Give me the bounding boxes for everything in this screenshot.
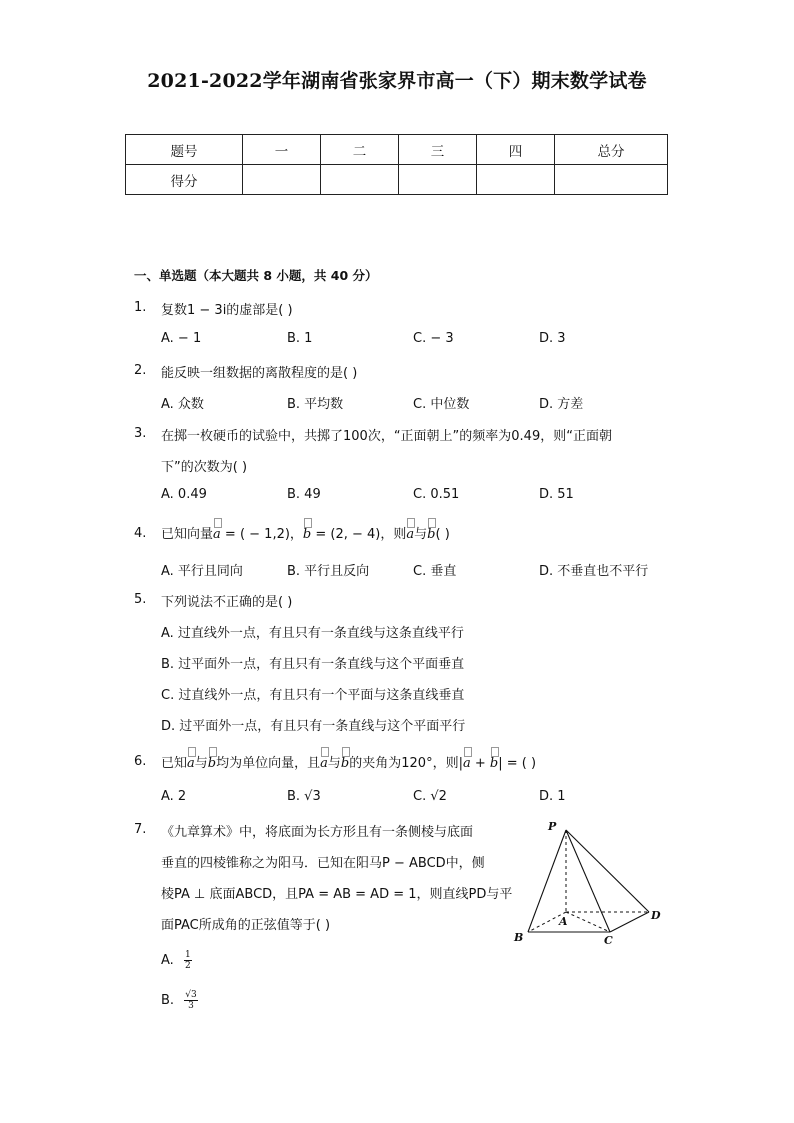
question-number: 4. [134, 526, 147, 541]
text-segment: 的夹角为120°，则| [349, 756, 463, 771]
option-c[interactable]: C. 0.51 [413, 487, 460, 502]
row-label-cell: 得分 [126, 165, 243, 195]
fraction [184, 950, 192, 971]
vector-b: b [303, 527, 311, 542]
option-c[interactable]: C. − 3 [413, 331, 454, 346]
score-cell[interactable] [399, 165, 477, 195]
question-text-line2: 垂直的四棱锥称之为阳马．已知在阳马P − ABCD中，侧 [161, 856, 485, 871]
option-d[interactable]: D. 不垂直也不平行 [539, 564, 649, 579]
question-text-line2: 下”的次数为( ) [161, 460, 248, 475]
fraction [184, 990, 197, 1011]
vertex-label-d: D [651, 909, 661, 922]
header-cell: 三 [399, 135, 477, 165]
score-table [125, 134, 668, 195]
option-c[interactable]: C. 过直线外一点，有且只有一个平面与这条直线垂直 [161, 688, 465, 703]
text-segment: 与 [414, 527, 428, 542]
option-a[interactable]: A. − 1 [161, 331, 202, 346]
vector-arrow-placeholder-icon [464, 747, 472, 757]
vector-arrow-placeholder-icon [407, 518, 415, 528]
edge-cd [610, 912, 649, 932]
vector-arrow-placeholder-icon [428, 518, 436, 528]
question-number: 2. [134, 363, 147, 378]
option-c[interactable]: C. √2 [413, 789, 447, 804]
pyramid-figure [508, 816, 668, 946]
option-a[interactable]: A. 过直线外一点，有且只有一条直线与这条直线平行 [161, 626, 464, 641]
vector-a: a [213, 527, 221, 542]
option-c[interactable]: C. 垂直 [413, 564, 457, 579]
header-cell: 二 [321, 135, 399, 165]
edge-pc [566, 830, 610, 932]
question-number: 7. [134, 822, 147, 837]
vector-b: b [427, 527, 435, 542]
option-a[interactable]: A. 2 [161, 789, 187, 804]
header-cell: 一 [243, 135, 321, 165]
text-segment: = (2, − 4)，则 [311, 527, 407, 542]
score-cell[interactable] [321, 165, 399, 195]
question-text [161, 523, 450, 542]
option-b[interactable] [161, 990, 198, 1011]
vector-b: b [490, 756, 498, 771]
question-text: 复数1 − 3i的虚部是( ) [161, 303, 293, 318]
option-b[interactable]: B. 平均数 [287, 397, 344, 412]
question-number: 1. [134, 300, 147, 315]
text-segment: 已知向量 [161, 527, 214, 542]
vertex-label-a: A [559, 915, 568, 928]
edge-ac-hidden [566, 912, 610, 932]
question-text-line1: 《九章算术》中，将底面为长方形且有一条侧棱与底面 [161, 825, 474, 840]
vector-arrow-placeholder-icon [304, 518, 312, 528]
paper-title: 2021-2022学年湖南省张家界市高一（下）期末数学试卷 [147, 70, 647, 92]
score-cell[interactable] [243, 165, 321, 195]
text-segment: 与 [194, 756, 208, 771]
text-segment: 与 [327, 756, 341, 771]
fraction-numerator: 1 [184, 950, 191, 960]
option-d[interactable]: D. 方差 [539, 397, 584, 412]
option-b[interactable]: B. 1 [287, 331, 313, 346]
option-b[interactable]: B. √3 [287, 789, 321, 804]
text-segment: ( ) [435, 527, 450, 542]
option-a[interactable]: A. 0.49 [161, 487, 207, 502]
option-b[interactable]: B. 平行且反向 [287, 564, 370, 579]
question-number: 6. [134, 754, 147, 769]
edge-pd [566, 830, 649, 912]
vertex-label-p: P [548, 820, 557, 833]
vector-a: a [463, 756, 471, 771]
score-cell[interactable] [477, 165, 555, 195]
vector-arrow-placeholder-icon [188, 747, 196, 757]
option-label: A. [161, 953, 174, 968]
vertex-label-c: C [604, 934, 613, 946]
fraction-denominator: 2 [184, 961, 191, 971]
option-b[interactable]: B. 49 [287, 487, 321, 502]
score-cell[interactable] [555, 165, 668, 195]
question-text: 下列说法不正确的是( ) [161, 595, 293, 610]
text-segment: + [470, 756, 490, 771]
question-number: 5. [134, 592, 147, 607]
vector-arrow-placeholder-icon [491, 747, 499, 757]
option-d[interactable]: D. 1 [539, 789, 566, 804]
option-d[interactable]: D. 过平面外一点，有且只有一条直线与这个平面平行 [161, 719, 466, 734]
option-a[interactable] [161, 950, 192, 971]
option-label: B. [161, 993, 175, 1008]
option-a[interactable]: A. 众数 [161, 397, 204, 412]
vector-a: a [320, 756, 328, 771]
vector-arrow-placeholder-icon [214, 518, 222, 528]
header-cell: 题号 [126, 135, 243, 165]
vertex-label-b: B [514, 931, 524, 944]
vector-a: a [187, 756, 195, 771]
vector-b: b [208, 756, 216, 771]
text-segment: = ( − 1,2)， [220, 527, 303, 542]
question-text-line4: 面PAC所成角的正弦值等于( ) [161, 918, 331, 933]
section-heading: 一、单选题（本大题共 8 小题，共 40 分） [134, 268, 378, 283]
header-cell: 四 [477, 135, 555, 165]
question-text-line3: 棱PA ⊥ 底面ABCD，且PA = AB = AD = 1，则直线PD与平 [161, 887, 513, 902]
fraction-denominator: 3 [188, 1001, 194, 1011]
question-text: 能反映一组数据的离散程度的是( ) [161, 366, 358, 381]
vector-arrow-placeholder-icon [342, 747, 350, 757]
option-a[interactable]: A. 平行且同向 [161, 564, 243, 579]
text-segment: | = ( ) [498, 756, 537, 771]
text-segment: 均为单位向量，且 [216, 756, 321, 771]
vector-b: b [341, 756, 349, 771]
fraction-numerator: √3 [185, 990, 197, 1000]
text-segment: 已知 [161, 756, 188, 771]
option-b[interactable]: B. 过平面外一点，有且只有一条直线与这个平面垂直 [161, 657, 465, 672]
option-d[interactable]: D. 51 [539, 487, 574, 502]
question-text [161, 752, 536, 771]
score-table-score-row [126, 165, 668, 195]
score-table-header-row [126, 135, 668, 165]
vector-arrow-placeholder-icon [321, 747, 329, 757]
option-d[interactable]: D. 3 [539, 331, 566, 346]
option-c[interactable]: C. 中位数 [413, 397, 470, 412]
vector-a: a [406, 527, 414, 542]
question-number: 3. [134, 426, 147, 441]
vector-arrow-placeholder-icon [209, 747, 217, 757]
header-cell: 总分 [555, 135, 668, 165]
question-text-line1: 在掷一枚硬币的试验中，共掷了100次，“正面朝上”的频率为0.49，则“正面朝 [161, 429, 612, 444]
